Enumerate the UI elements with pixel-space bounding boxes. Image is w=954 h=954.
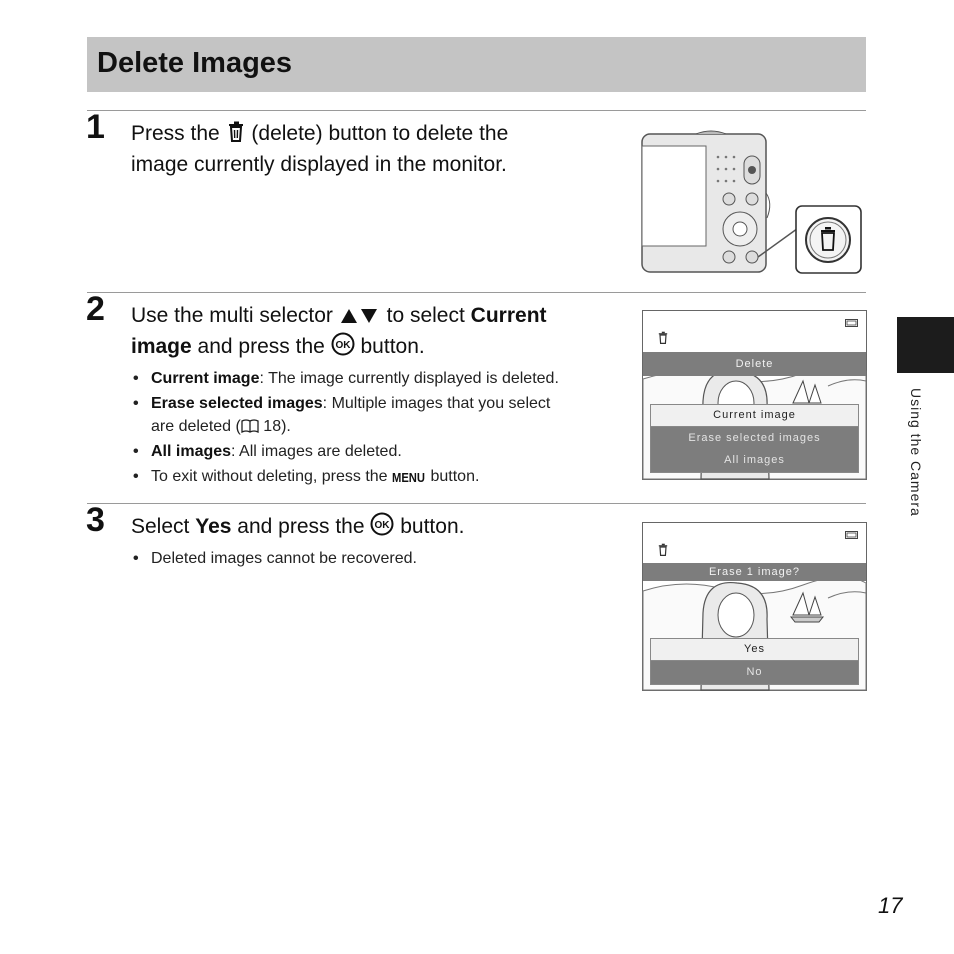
menu-item-erase-selected-images[interactable]: Erase selected images [688,432,821,444]
step-3-instruction: Select Yes and press the OK button. [131,511,621,542]
step-3-bullet-list [133,547,613,572]
camera-illustration [641,128,865,276]
trash-icon [657,331,669,345]
title-bar [87,37,866,92]
menu-header: Delete [643,352,866,376]
ok-button-icon [370,512,394,536]
trash-icon [657,543,669,557]
step-2-instruction: Use the multi selector to select Current image and press the OK button. [131,304,547,358]
delete-options-menu [650,404,859,473]
list-item: • Current image: The image currently displayed is deleted. [133,367,613,390]
list-item: • To exit without deleting, press the MENU button. [133,465,613,488]
list-item: • Deleted images cannot be recovered. [133,547,613,570]
page-title: Delete Images [97,47,293,79]
ok-button-icon [331,332,355,356]
divider [87,292,866,293]
list-item: • All images: All images are deleted. [133,440,613,463]
confirm-prompt: Erase 1 image? [643,563,866,581]
up-down-arrows-icon [339,307,381,325]
confirm-erase-screen [642,522,867,691]
book-reference-icon [241,418,259,434]
menu-item-no[interactable]: No [746,666,763,678]
menu-item-current-image[interactable]: Current image [651,405,858,427]
section-label: Using the Camera [908,388,924,517]
page-number: 17 [878,893,903,918]
svg-text:OK: OK [335,340,351,351]
step-2-number: 2 [86,290,105,328]
divider [87,110,866,111]
trash-icon [226,121,246,143]
section-tab [897,317,954,373]
step-1-instruction: Press the (delete) button to delete the image currently displayed in the monitor. [131,122,509,176]
battery-icon [845,319,859,327]
list-item: • Erase selected images: Multiple images that you select are deleted ( 18). [133,392,613,438]
divider [87,503,866,504]
menu-item-yes[interactable]: Yes [651,639,858,661]
delete-menu-screen [642,310,867,480]
menu-button-icon [392,470,426,484]
step-2-bullet-list [133,367,613,490]
step-1-number: 1 [86,108,105,146]
svg-text:MENU: MENU [392,470,426,485]
menu-item-all-images[interactable]: All images [724,454,785,466]
battery-icon [845,531,859,539]
confirm-options-menu [650,638,859,685]
svg-text:OK: OK [374,520,390,531]
step-3-number: 3 [86,501,105,539]
